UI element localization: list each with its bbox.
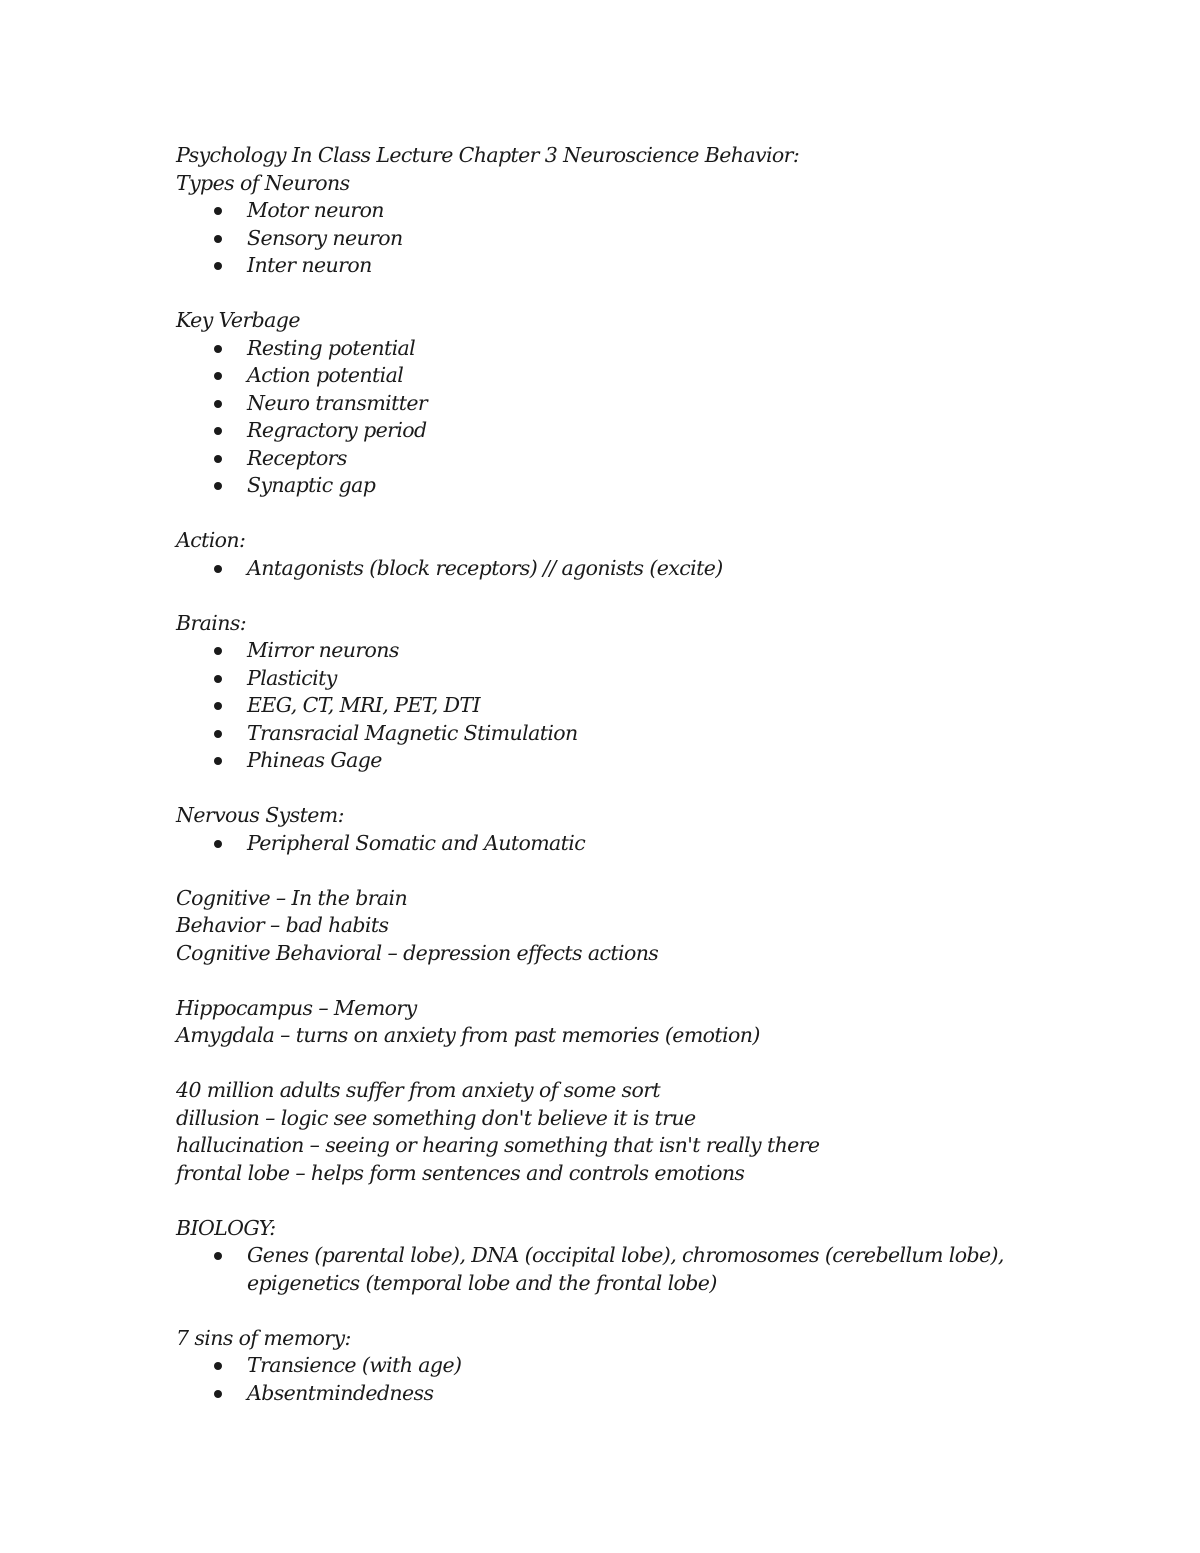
list-item: Regractory period (176, 417, 1056, 445)
text-line: dillusion – logic see something don't believe it is true (176, 1105, 696, 1130)
bullet-icon (214, 647, 222, 655)
text-line: Cognitive Behavioral – depression effects actions (176, 940, 659, 965)
list-item: EEG, CT, MRI, PET, DTI (176, 692, 1056, 720)
document-title: Psychology In Class Lecture Chapter 3 Neuroscience Behavior: (176, 143, 800, 167)
text-line: Cognitive – In the brain (176, 885, 408, 910)
list-item: Inter neuron (176, 252, 1056, 280)
bullet-icon (214, 455, 222, 463)
list-item: Transience (with age) (176, 1352, 1056, 1380)
neurons-list (176, 197, 1056, 280)
text-line: Behavior – bad habits (176, 913, 389, 937)
text-line: Amygdala – turns on anxiety from past memories (emotion) (176, 1023, 760, 1047)
list-item: Genes (parental lobe), DNA (occipital lobe), chromosomes (cerebellum lobe), epigenetics (temporal lobe and the frontal lobe) (176, 1242, 1007, 1297)
bullet-icon (214, 840, 222, 848)
sins-list (176, 1352, 1056, 1407)
bullet-icon (214, 482, 222, 490)
bullet-icon (214, 1390, 222, 1398)
list-item: Receptors (176, 445, 1056, 473)
list-item: Synaptic gap (176, 472, 1056, 500)
list-item: Neuro transmitter (176, 390, 1056, 418)
section-heading-sins: 7 sins of memory: (176, 1325, 351, 1350)
bullet-icon (214, 262, 222, 270)
section-heading-verbage: Key Verbage (176, 308, 300, 332)
section-heading-brains: Brains: (176, 610, 247, 635)
bullet-icon (214, 207, 222, 215)
verbage-list (176, 335, 1056, 500)
text-line: Hippocampus – Memory (176, 995, 417, 1020)
list-item: Plasticity (176, 665, 1056, 693)
bullet-icon (214, 1252, 222, 1260)
biology-list (176, 1242, 1056, 1297)
section-heading-action: Action: (176, 528, 246, 552)
text-line: hallucination – seeing or hearing something that isn't really there (176, 1133, 820, 1157)
list-item: Antagonists (block receptors) // agonists (excite) (176, 555, 1056, 583)
bullet-icon (214, 565, 222, 573)
list-item: Absentmindedness (176, 1380, 1056, 1408)
list-item: Motor neuron (176, 197, 1056, 225)
bullet-icon (214, 372, 222, 380)
bullet-icon (214, 702, 222, 710)
action-list (176, 555, 1056, 583)
bullet-icon (214, 235, 222, 243)
list-item: Mirror neurons (176, 637, 1056, 665)
text-line: 40 million adults suffer from anxiety of some sort (176, 1078, 661, 1102)
text-line: frontal lobe – helps form sentences and controls emotions (176, 1160, 745, 1185)
list-item: Sensory neuron (176, 225, 1056, 253)
document-page (176, 142, 1056, 1407)
list-item: Resting potential (176, 335, 1056, 363)
section-heading-nervous: Nervous System: (176, 803, 344, 827)
bullet-icon (214, 427, 222, 435)
list-item: Peripheral Somatic and Automatic (176, 830, 1056, 858)
bullet-icon (214, 675, 222, 683)
bullet-icon (214, 730, 222, 738)
bullet-icon (214, 345, 222, 353)
section-heading-biology: BIOLOGY: (176, 1215, 276, 1240)
bullet-icon (214, 400, 222, 408)
nervous-list (176, 830, 1056, 858)
list-item: Transracial Magnetic Stimulation (176, 720, 1056, 748)
list-item: Phineas Gage (176, 747, 1056, 775)
bullet-icon (214, 1362, 222, 1370)
list-item: Action potential (176, 362, 1056, 390)
bullet-icon (214, 757, 222, 765)
brains-list (176, 637, 1056, 775)
section-heading-neurons: Types of Neurons (176, 170, 350, 195)
